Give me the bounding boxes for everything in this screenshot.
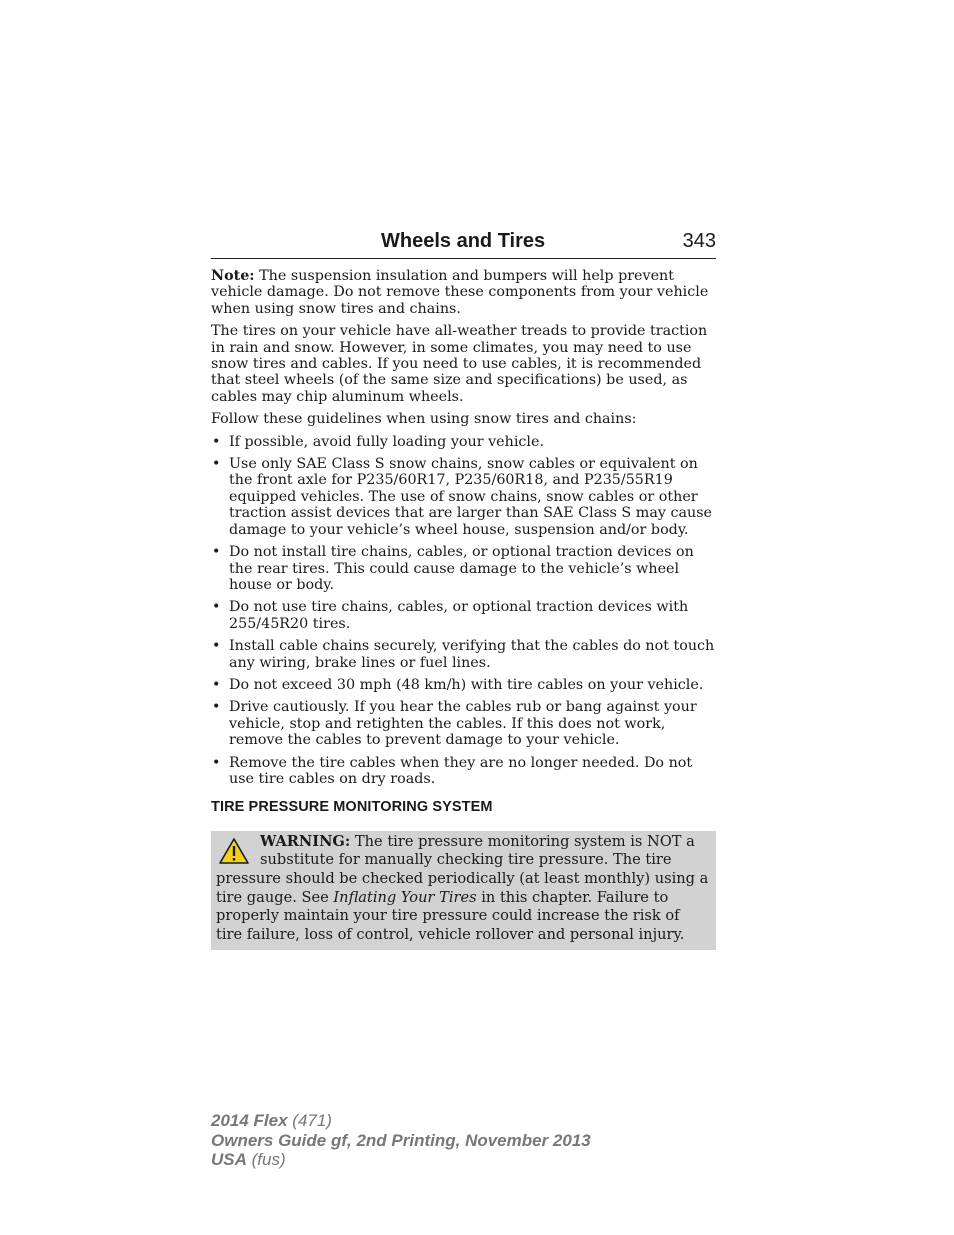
footer-model-code: (471) xyxy=(287,1111,332,1130)
note-label: Note: xyxy=(211,268,255,284)
footer-market-code: (fus) xyxy=(246,1150,286,1169)
note-paragraph xyxy=(211,268,716,317)
page-footer xyxy=(211,1111,591,1170)
list-item-text: Remove the tire cables when they are no longer needed. Do not use tire cables on dry roads. xyxy=(229,754,693,787)
bullet-icon: • xyxy=(212,456,221,473)
bullet-icon: • xyxy=(212,754,221,771)
list-item-text: Install cable chains securely, verifying that the cables do not touch any wiring, brake lines or fuel lines. xyxy=(229,638,715,671)
warning-label: WARNING: xyxy=(260,832,351,850)
list-item xyxy=(211,599,716,632)
list-item-text: Use only SAE Class S snow chains, snow cables or equivalent on the front axle for P235/60R17, P235/60R18, and P235/55R19 equipped vehicles. The use of snow chains, snow cables or other traction assist devices that are larger than SAE Class S may cause damage to your vehicle’s wheel house, suspension and/or body. xyxy=(229,456,713,538)
list-item-text: Drive cautiously. If you hear the cables rub or bang against your vehicle, stop and retighten the cables. If this does not work, remove the cables to prevent damage to your vehicle. xyxy=(229,699,697,749)
bullet-icon: • xyxy=(212,699,221,716)
bullet-icon: • xyxy=(212,433,221,450)
bullet-icon: • xyxy=(212,544,221,561)
guidelines-intro: Follow these guidelines when using snow tires and chains: xyxy=(211,411,637,428)
list-item-text: Do not install tire chains, cables, or optional traction devices on the rear tires. This could cause damage to the vehicle’s wheel house or body. xyxy=(229,544,694,593)
page-number: 343 xyxy=(682,230,716,252)
footer-guide: Owners Guide gf, 2nd Printing, November 2013 xyxy=(211,1130,591,1150)
page-content xyxy=(211,268,716,950)
list-item xyxy=(211,434,716,450)
footer-market: USA xyxy=(211,1150,247,1169)
list-item-text: If possible, avoid fully loading your vehicle. xyxy=(229,433,545,450)
warning-text-end: in this chapter. Failure to properly maintain your tire pressure could increase the risk of tire failure, loss of control, vehicle rollover and personal injury. xyxy=(216,888,685,943)
list-item xyxy=(211,755,716,788)
warning-triangle-icon xyxy=(218,837,250,865)
warning-reference: Inflating Your Tires xyxy=(333,888,477,906)
footer-model: 2014 Flex xyxy=(211,1111,288,1130)
footer-market-line xyxy=(211,1150,591,1170)
bullet-icon: • xyxy=(212,676,221,693)
bullet-icon: • xyxy=(212,638,221,655)
footer-model-line xyxy=(211,1111,591,1131)
list-item xyxy=(211,699,716,748)
list-item xyxy=(211,456,716,538)
warning-text: The tire pressure monitoring system is NOT a substitute for manually checking tire pressure. The tire pressure should be checked periodically (at least monthly) using a tire gauge. See xyxy=(216,832,709,906)
list-item xyxy=(211,677,716,693)
note-text: The suspension insulation and bumpers will help prevent vehicle damage. Do not remove these components from your vehicle when using snow tires and chains. xyxy=(211,268,709,317)
list-item-text: Do not exceed 30 mph (48 km/h) with tire cables on your vehicle. xyxy=(229,676,704,693)
bullet-icon: • xyxy=(212,599,221,616)
page-header xyxy=(211,228,716,259)
guidelines-list xyxy=(211,434,716,788)
list-item xyxy=(211,638,716,671)
list-item-text: Do not use tire chains, cables, or optional traction devices with 255/45R20 tires. xyxy=(229,599,689,632)
chapter-title: Wheels and Tires xyxy=(381,230,546,252)
list-item xyxy=(211,544,716,593)
body-paragraph: The tires on your vehicle have all-weather treads to provide traction in rain and snow. However, in some climates, you may need to use snow tires and cables. If you need to use cables, it is recommended that steel wheels (of the same size and specifications) be used, as cables may chip aluminum wheels. xyxy=(211,323,708,405)
warning-box xyxy=(211,831,716,951)
section-heading: TIRE PRESSURE MONITORING SYSTEM xyxy=(211,799,493,816)
